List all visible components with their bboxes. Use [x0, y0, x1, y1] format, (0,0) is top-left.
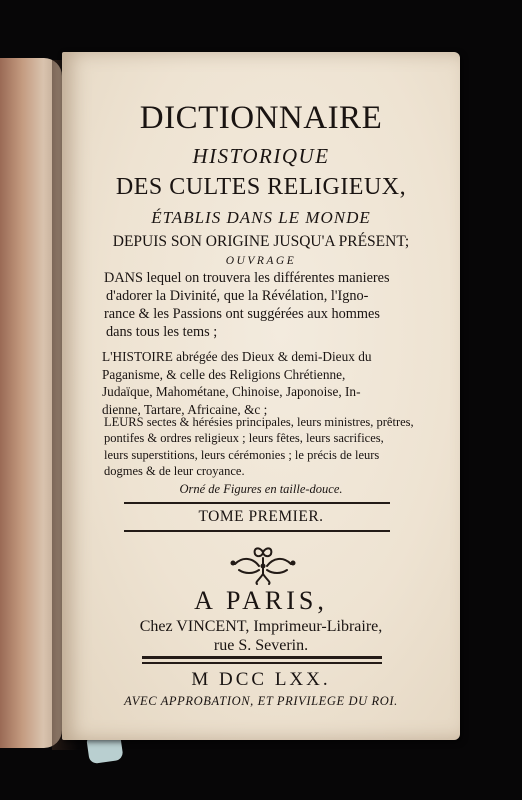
double-rule-bottom	[142, 662, 382, 664]
illustration-note: Orné de Figures en taille-douce.	[179, 482, 343, 496]
para2-line: Judaïque, Mahométane, Chinoise, Japonoise, In-	[102, 384, 361, 399]
para3-line: dogmes & de leur croyance.	[104, 463, 245, 478]
title-line-ouvrage: OUVRAGE	[225, 255, 297, 267]
volume-label: TOME PREMIER.	[198, 508, 324, 525]
para1-line: rance & les Passions ont suggérées aux hommes	[104, 306, 380, 322]
para2-line: L'HISTOIRE abrégée des Dieux & demi-Dieux du	[102, 349, 372, 364]
royal-privilege: AVEC APPROBATION, ET PRIVILEGE DU ROI.	[124, 694, 398, 708]
fleuron-ornament-icon	[229, 544, 297, 586]
imprint-year: M DCC LXX.	[191, 669, 331, 690]
imprint-publisher: Chez VINCENT, Imprimeur-Libraire,	[139, 618, 383, 635]
para2-line: Paganisme, & celle des Religions Chrétienne,	[102, 366, 346, 382]
divider-rule-top	[124, 502, 390, 504]
title-page	[62, 52, 460, 740]
divider-rule-bottom	[124, 530, 390, 532]
imprint-city: A PARIS,	[194, 586, 328, 615]
para3-line: pontifes & ordres religieux ; leurs fêtes, leurs sacrifices,	[104, 431, 384, 446]
para3-line: leurs superstitions, leurs cérémonies ; le précis de leurs	[104, 447, 380, 462]
para1-line: DANS lequel on trouvera les différentes manieres	[104, 270, 390, 286]
double-rule-top	[142, 656, 382, 659]
description-paragraph-1	[104, 269, 390, 341]
para1-line: d'adorer la Divinité, que la Révélation, l'Igno-	[106, 288, 369, 304]
description-paragraph-3	[104, 414, 414, 479]
description-paragraph-2	[102, 348, 372, 418]
para3-line: LEURS sectes & hérésies principales, leurs ministres, prêtres,	[104, 415, 414, 429]
imprint-address: rue S. Severin.	[213, 637, 309, 654]
para2-line: dienne, Tartare, Africaine, &c ;	[102, 401, 268, 417]
title-line-depuis: DEPUIS SON ORIGINE JUSQU'A PRÉSENT;	[112, 233, 410, 250]
book-subtitle: HISTORIQUE	[192, 144, 330, 168]
title-line-cultes: DES CULTES RELIGIEUX,	[115, 174, 407, 200]
title-line-etablis: ÉTABLIS DANS LE MONDE	[151, 208, 371, 227]
para1-line: dans tous les tems ;	[106, 324, 218, 340]
book-title: DICTIONNAIRE	[139, 100, 383, 136]
